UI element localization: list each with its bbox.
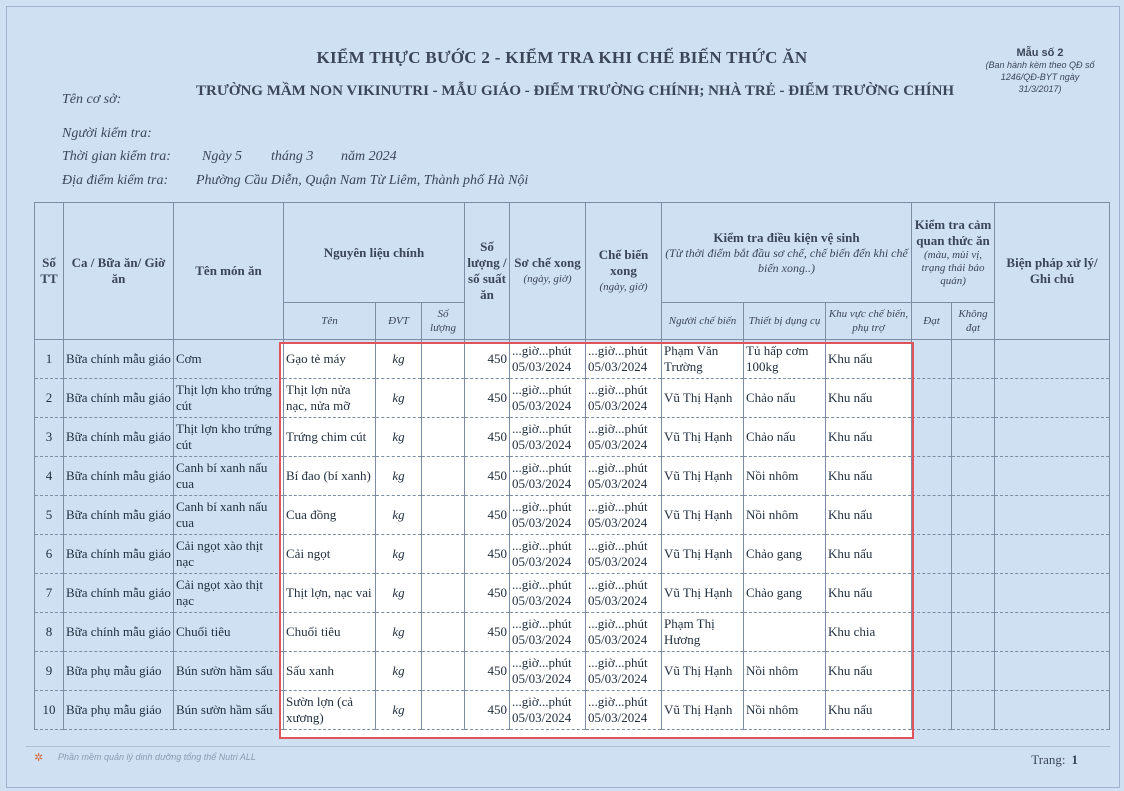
cell-cook: ...giờ...phút 05/03/2024 xyxy=(586,496,662,535)
table-row xyxy=(35,418,1110,457)
cell-dish: Bún sườn hầm sấu xyxy=(174,691,284,730)
form-reference xyxy=(980,47,1100,95)
facility-value: TRƯỜNG MẦM NON VIKINUTRI - MẪU GIÁO - ĐIỂM TRƯỜNG CHÍNH; NHÀ TRẺ - ĐIỂM TRƯỜNG CHÍNH xyxy=(196,83,955,99)
header-dish: Tên món ăn xyxy=(174,203,284,340)
cell-stt: 6 xyxy=(35,535,64,574)
table-row xyxy=(35,340,1110,379)
cell-chef: Vũ Thị Hạnh xyxy=(662,652,744,691)
cell-portions: 450 xyxy=(465,418,510,457)
cell-qty xyxy=(422,379,465,418)
cell-pass xyxy=(912,418,952,457)
cell-pass xyxy=(912,379,952,418)
cell-cook: ...giờ...phút 05/03/2024 xyxy=(586,379,662,418)
table-row xyxy=(35,574,1110,613)
cell-qty xyxy=(422,613,465,652)
header-remedy: Biện pháp xử lý/ Ghi chú xyxy=(995,203,1110,340)
cell-dish: Cải ngọt xào thịt nạc xyxy=(174,535,284,574)
cell-meal: Bữa phụ mẫu giáo xyxy=(64,652,174,691)
cell-dish: Canh bí xanh nấu cua xyxy=(174,457,284,496)
cell-equipment: Nồi nhôm xyxy=(744,457,826,496)
cell-equipment: Chảo gang xyxy=(744,574,826,613)
cell-qty xyxy=(422,574,465,613)
cell-equipment: Nồi nhôm xyxy=(744,652,826,691)
cell-fail xyxy=(952,613,995,652)
cell-portions: 450 xyxy=(465,340,510,379)
header-prep-label: Sơ chế xong xyxy=(514,255,581,270)
facility-row xyxy=(62,92,121,108)
cell-stt: 2 xyxy=(35,379,64,418)
cell-dish: Thịt lợn kho trứng cút xyxy=(174,379,284,418)
cell-ingredient: Chuối tiêu xyxy=(284,613,376,652)
cell-unit: kg xyxy=(376,496,422,535)
header-prep-sub: (ngày, giờ) xyxy=(523,273,572,285)
cell-qty xyxy=(422,691,465,730)
cell-equipment: Chảo nấu xyxy=(744,418,826,457)
cell-pass xyxy=(912,613,952,652)
cell-remedy xyxy=(995,340,1110,379)
cell-remedy xyxy=(995,574,1110,613)
facility-label: Tên cơ sở: xyxy=(62,92,122,107)
cell-fail xyxy=(952,457,995,496)
cell-unit: kg xyxy=(376,574,422,613)
cell-dish: Cơm xyxy=(174,340,284,379)
cell-qty xyxy=(422,418,465,457)
cell-qty xyxy=(422,535,465,574)
cell-prep: ...giờ...phút 05/03/2024 xyxy=(510,379,586,418)
cell-portions: 450 xyxy=(465,379,510,418)
cell-meal: Bữa chính mẫu giáo xyxy=(64,340,174,379)
cell-pass xyxy=(912,691,952,730)
year-text: năm 2024 xyxy=(341,149,397,164)
cell-stt: 9 xyxy=(35,652,64,691)
cell-chef: Vũ Thị Hạnh xyxy=(662,574,744,613)
cell-ingredient: Sườn lợn (cả xương) xyxy=(284,691,376,730)
cell-unit: kg xyxy=(376,340,422,379)
form-note: (Ban hành kèm theo QĐ số 1246/QĐ-BYT ngày 31/3/2017) xyxy=(985,60,1095,94)
cell-cook: ...giờ...phút 05/03/2024 xyxy=(586,418,662,457)
cell-qty xyxy=(422,340,465,379)
cell-chef: Vũ Thị Hạnh xyxy=(662,691,744,730)
table-row xyxy=(35,457,1110,496)
header-ingredients: Nguyên liệu chính xyxy=(284,203,465,303)
cell-prep: ...giờ...phút 05/03/2024 xyxy=(510,613,586,652)
header-hygiene-label: Kiểm tra điều kiện vệ sinh xyxy=(713,229,860,245)
cell-prep: ...giờ...phút 05/03/2024 xyxy=(510,496,586,535)
cell-fail xyxy=(952,652,995,691)
cell-pass xyxy=(912,496,952,535)
cell-portions: 450 xyxy=(465,496,510,535)
cell-prep: ...giờ...phút 05/03/2024 xyxy=(510,418,586,457)
cell-ingredient: Thịt lợn, nạc vai xyxy=(284,574,376,613)
header-cook xyxy=(586,203,662,340)
cell-equipment: Chảo gang xyxy=(744,535,826,574)
cell-portions: 450 xyxy=(465,652,510,691)
header-pass: Đạt xyxy=(912,303,952,340)
cell-stt: 7 xyxy=(35,574,64,613)
cell-fail xyxy=(952,340,995,379)
cell-meal: Bữa chính mẫu giáo xyxy=(64,613,174,652)
cell-meal: Bữa chính mẫu giáo xyxy=(64,535,174,574)
inspector-label: Người kiểm tra: xyxy=(62,126,152,141)
cell-equipment xyxy=(744,613,826,652)
cell-unit: kg xyxy=(376,535,422,574)
cell-area: Khu nấu xyxy=(826,457,912,496)
cell-area: Khu nấu xyxy=(826,535,912,574)
cell-qty xyxy=(422,457,465,496)
nutri-logo-icon: ✲ xyxy=(34,752,44,764)
cell-portions: 450 xyxy=(465,574,510,613)
cell-cook: ...giờ...phút 05/03/2024 xyxy=(586,574,662,613)
cell-equipment: Tủ hấp cơm 100kg xyxy=(744,340,826,379)
cell-prep: ...giờ...phút 05/03/2024 xyxy=(510,457,586,496)
cell-pass xyxy=(912,340,952,379)
cell-stt: 10 xyxy=(35,691,64,730)
cell-remedy xyxy=(995,652,1110,691)
header-fail: Không đạt xyxy=(952,303,995,340)
cell-qty xyxy=(422,496,465,535)
cell-cook: ...giờ...phút 05/03/2024 xyxy=(586,340,662,379)
cell-prep: ...giờ...phút 05/03/2024 xyxy=(510,691,586,730)
cell-remedy xyxy=(995,418,1110,457)
cell-fail xyxy=(952,379,995,418)
cell-unit: kg xyxy=(376,691,422,730)
table-row xyxy=(35,535,1110,574)
cell-area: Khu nấu xyxy=(826,574,912,613)
cell-chef: Vũ Thị Hạnh xyxy=(662,457,744,496)
cell-portions: 450 xyxy=(465,691,510,730)
cell-ingredient: Cua đồng xyxy=(284,496,376,535)
cell-dish: Bún sườn hầm sấu xyxy=(174,652,284,691)
cell-meal: Bữa phụ mẫu giáo xyxy=(64,691,174,730)
cell-prep: ...giờ...phút 05/03/2024 xyxy=(510,535,586,574)
header-stt: Số TT xyxy=(35,203,64,340)
location-row xyxy=(62,173,529,189)
cell-remedy xyxy=(995,379,1110,418)
header-cook-sub: (ngày, giờ) xyxy=(599,281,648,293)
cell-unit: kg xyxy=(376,457,422,496)
cell-stt: 4 xyxy=(35,457,64,496)
header-sensory-label: Kiểm tra cảm quan thức ăn xyxy=(914,217,992,248)
header-chef: Người chế biến xyxy=(662,303,744,340)
cell-unit: kg xyxy=(376,613,422,652)
cell-pass xyxy=(912,535,952,574)
cell-area: Khu nấu xyxy=(826,691,912,730)
header-sensory-sub: (màu, mùi vị, trạng thái bảo quản) xyxy=(921,249,985,287)
header-ing-qty: Số lượng xyxy=(422,303,465,340)
cell-equipment: Chảo nấu xyxy=(744,379,826,418)
header-meal: Ca / Bữa ăn/ Giờ ăn xyxy=(64,203,174,340)
header-hygiene xyxy=(662,203,912,303)
cell-remedy xyxy=(995,613,1110,652)
cell-pass xyxy=(912,652,952,691)
cell-dish: Cải ngọt xào thịt nạc xyxy=(174,574,284,613)
inspector-row xyxy=(62,126,152,142)
software-note: Phần mềm quản lý dinh dưỡng tổng thể Nutri ALL xyxy=(58,752,256,762)
header-ing-name: Tên xyxy=(284,303,376,340)
table-row xyxy=(35,691,1110,730)
cell-area: Khu nấu xyxy=(826,496,912,535)
cell-stt: 1 xyxy=(35,340,64,379)
cell-area: Khu nấu xyxy=(826,418,912,457)
cell-qty xyxy=(422,652,465,691)
location-value: Phường Cầu Diễn, Quận Nam Từ Liêm, Thành phố Hà Nội xyxy=(196,173,529,188)
header-area: Khu vực chế biến, phụ trợ xyxy=(826,303,912,340)
table-row xyxy=(35,379,1110,418)
header-cook-label: Chế biến xong xyxy=(598,247,649,278)
cell-meal: Bữa chính mẫu giáo xyxy=(64,574,174,613)
cell-remedy xyxy=(995,535,1110,574)
page-label: Trang: xyxy=(1031,752,1066,767)
cell-pass xyxy=(912,457,952,496)
day-text: Ngày 5 xyxy=(202,149,243,164)
cell-remedy xyxy=(995,457,1110,496)
cell-ingredient: Gạo tẻ máy xyxy=(284,340,376,379)
cell-fail xyxy=(952,418,995,457)
header-portions: Số lượng / số suất ăn xyxy=(465,203,510,340)
inspection-table xyxy=(34,202,1110,730)
cell-ingredient: Sấu xanh xyxy=(284,652,376,691)
cell-meal: Bữa chính mẫu giáo xyxy=(64,457,174,496)
document-title: KIỂM THỰC BƯỚC 2 - KIỂM TRA KHI CHẾ BIẾN THỨC ĂN xyxy=(316,48,808,67)
cell-prep: ...giờ...phút 05/03/2024 xyxy=(510,652,586,691)
cell-dish: Thịt lợn kho trứng cút xyxy=(174,418,284,457)
cell-chef: Vũ Thị Hạnh xyxy=(662,418,744,457)
table-row xyxy=(35,652,1110,691)
page-number: 1 xyxy=(1071,752,1078,767)
cell-fail xyxy=(952,496,995,535)
cell-unit: kg xyxy=(376,652,422,691)
cell-chef: Vũ Thị Hạnh xyxy=(662,379,744,418)
cell-equipment: Nồi nhôm xyxy=(744,691,826,730)
cell-cook: ...giờ...phút 05/03/2024 xyxy=(586,691,662,730)
table-row xyxy=(35,496,1110,535)
cell-stt: 8 xyxy=(35,613,64,652)
cell-ingredient: Bí đao (bí xanh) xyxy=(284,457,376,496)
header-equipment: Thiết bị dụng cụ xyxy=(744,303,826,340)
cell-cook: ...giờ...phút 05/03/2024 xyxy=(586,613,662,652)
cell-meal: Bữa chính mẫu giáo xyxy=(64,496,174,535)
cell-portions: 450 xyxy=(465,613,510,652)
cell-fail xyxy=(952,535,995,574)
cell-stt: 3 xyxy=(35,418,64,457)
header-sensory xyxy=(912,203,995,303)
time-label: Thời gian kiểm tra: xyxy=(62,149,171,164)
cell-dish: Canh bí xanh nấu cua xyxy=(174,496,284,535)
cell-meal: Bữa chính mẫu giáo xyxy=(64,418,174,457)
cell-cook: ...giờ...phút 05/03/2024 xyxy=(586,535,662,574)
month-text: tháng 3 xyxy=(271,149,314,164)
footer-divider xyxy=(26,746,1110,747)
cell-cook: ...giờ...phút 05/03/2024 xyxy=(586,457,662,496)
cell-pass xyxy=(912,574,952,613)
cell-fail xyxy=(952,691,995,730)
table-row xyxy=(35,613,1110,652)
cell-fail xyxy=(952,574,995,613)
header-ing-unit: ĐVT xyxy=(376,303,422,340)
cell-area: Khu nấu xyxy=(826,379,912,418)
cell-dish: Chuối tiêu xyxy=(174,613,284,652)
cell-cook: ...giờ...phút 05/03/2024 xyxy=(586,652,662,691)
header-hygiene-sub: (Từ thời điểm bắt đầu sơ chế, chế biến đến khi chế biến xong..) xyxy=(665,245,908,275)
cell-portions: 450 xyxy=(465,457,510,496)
header-prep xyxy=(510,203,586,340)
location-label: Địa điểm kiểm tra: xyxy=(62,173,169,188)
cell-chef: Vũ Thị Hạnh xyxy=(662,496,744,535)
cell-chef: Vũ Thị Hạnh xyxy=(662,535,744,574)
cell-prep: ...giờ...phút 05/03/2024 xyxy=(510,574,586,613)
time-row xyxy=(62,149,397,165)
cell-equipment: Nồi nhôm xyxy=(744,496,826,535)
cell-ingredient: Thịt lợn nửa nạc, nửa mỡ xyxy=(284,379,376,418)
cell-prep: ...giờ...phút 05/03/2024 xyxy=(510,340,586,379)
cell-unit: kg xyxy=(376,418,422,457)
cell-area: Khu chia xyxy=(826,613,912,652)
cell-chef: Phạm Thị Hương xyxy=(662,613,744,652)
cell-stt: 5 xyxy=(35,496,64,535)
cell-area: Khu nấu xyxy=(826,652,912,691)
page-indicator xyxy=(1031,752,1078,768)
cell-remedy xyxy=(995,496,1110,535)
cell-chef: Phạm Văn Trường xyxy=(662,340,744,379)
cell-ingredient: Trứng chim cút xyxy=(284,418,376,457)
cell-unit: kg xyxy=(376,379,422,418)
cell-ingredient: Cải ngọt xyxy=(284,535,376,574)
cell-portions: 450 xyxy=(465,535,510,574)
cell-meal: Bữa chính mẫu giáo xyxy=(64,379,174,418)
form-code: Mẫu số 2 xyxy=(1016,47,1064,59)
cell-remedy xyxy=(995,691,1110,730)
cell-area: Khu nấu xyxy=(826,340,912,379)
